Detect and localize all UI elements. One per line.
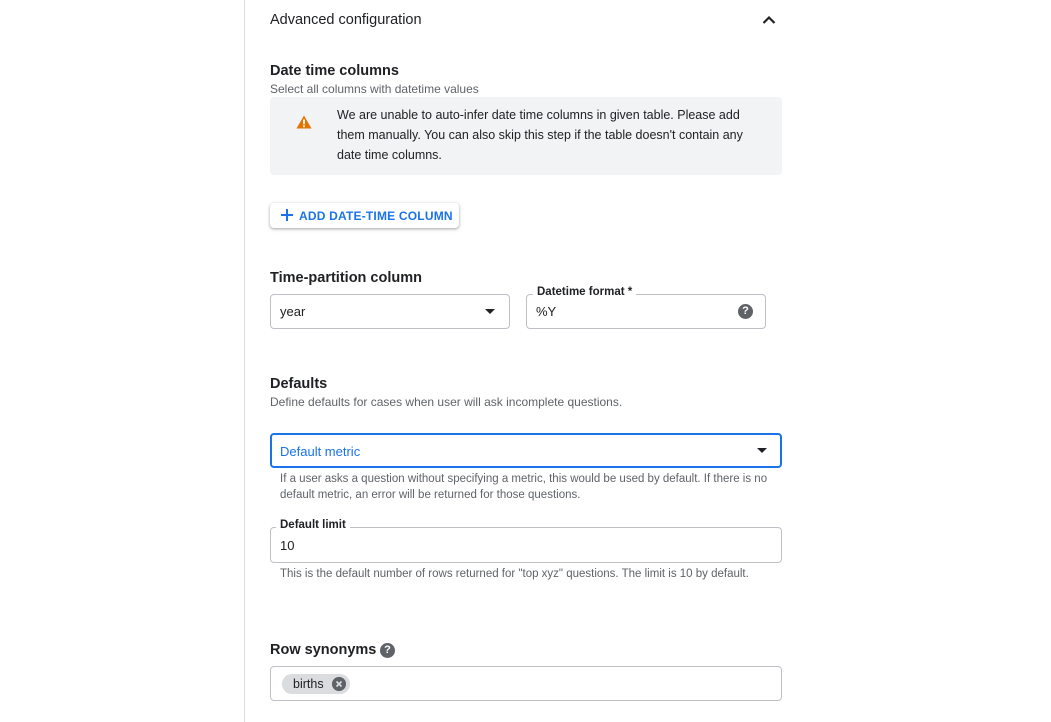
time-partition-select[interactable] bbox=[270, 294, 510, 329]
row-synonyms-input[interactable] bbox=[270, 666, 782, 701]
chevron-up-icon[interactable] bbox=[760, 11, 778, 29]
row-synonyms-title: Row synonyms bbox=[270, 642, 377, 658]
date-time-columns-description: Select all columns with datetime values bbox=[270, 82, 479, 96]
sidebar-divider bbox=[244, 0, 245, 722]
time-partition-column-title: Time-partition column bbox=[270, 270, 422, 286]
warning-icon bbox=[296, 115, 312, 129]
default-limit-field[interactable] bbox=[270, 519, 782, 563]
help-icon[interactable]: ? bbox=[380, 643, 395, 658]
datetime-format-input[interactable]: %Y bbox=[536, 304, 557, 319]
add-date-time-column-label: ADD DATE-TIME COLUMN bbox=[299, 209, 453, 223]
date-time-columns-title: Date time columns bbox=[270, 63, 399, 79]
default-limit-hint: This is the default number of rows returned for "top xyz" questions. The limit is 10 by default. bbox=[280, 568, 749, 580]
plus-icon bbox=[280, 208, 294, 222]
default-limit-input[interactable]: 10 bbox=[280, 538, 295, 553]
defaults-description: Define defaults for cases when user will ask incomplete questions. bbox=[270, 395, 623, 409]
default-metric-hint: If a user asks a question without specifying a metric, this would be used by default. If there is no default metric, an error will be returned for those questions. bbox=[280, 473, 768, 501]
warning-banner bbox=[270, 97, 782, 175]
defaults-title: Defaults bbox=[270, 376, 328, 392]
advanced-configuration-title: Advanced configuration bbox=[270, 12, 422, 28]
cancel-icon[interactable] bbox=[332, 677, 346, 691]
datetime-format-label: Datetime format * bbox=[533, 286, 636, 298]
default-metric-select[interactable] bbox=[270, 433, 782, 468]
default-metric-label: Default metric bbox=[280, 444, 361, 459]
config-panel bbox=[270, 0, 782, 722]
default-limit-label: Default limit bbox=[276, 519, 350, 531]
advanced-configuration-header[interactable] bbox=[270, 10, 782, 32]
time-partition-value: year bbox=[280, 304, 306, 319]
arrow-drop-down-icon bbox=[757, 448, 767, 453]
help-icon[interactable]: ? bbox=[738, 304, 753, 319]
synonym-chip[interactable] bbox=[282, 674, 350, 694]
datetime-format-field[interactable] bbox=[526, 286, 766, 329]
add-date-time-column-button[interactable] bbox=[270, 203, 459, 228]
warning-message: We are unable to auto-infer date time columns in given table. Please add them manually. You can also skip this step if the table doesn't contain any date time columns. bbox=[337, 108, 743, 162]
synonym-chip-label: births bbox=[293, 677, 324, 691]
arrow-drop-down-icon bbox=[485, 309, 495, 314]
